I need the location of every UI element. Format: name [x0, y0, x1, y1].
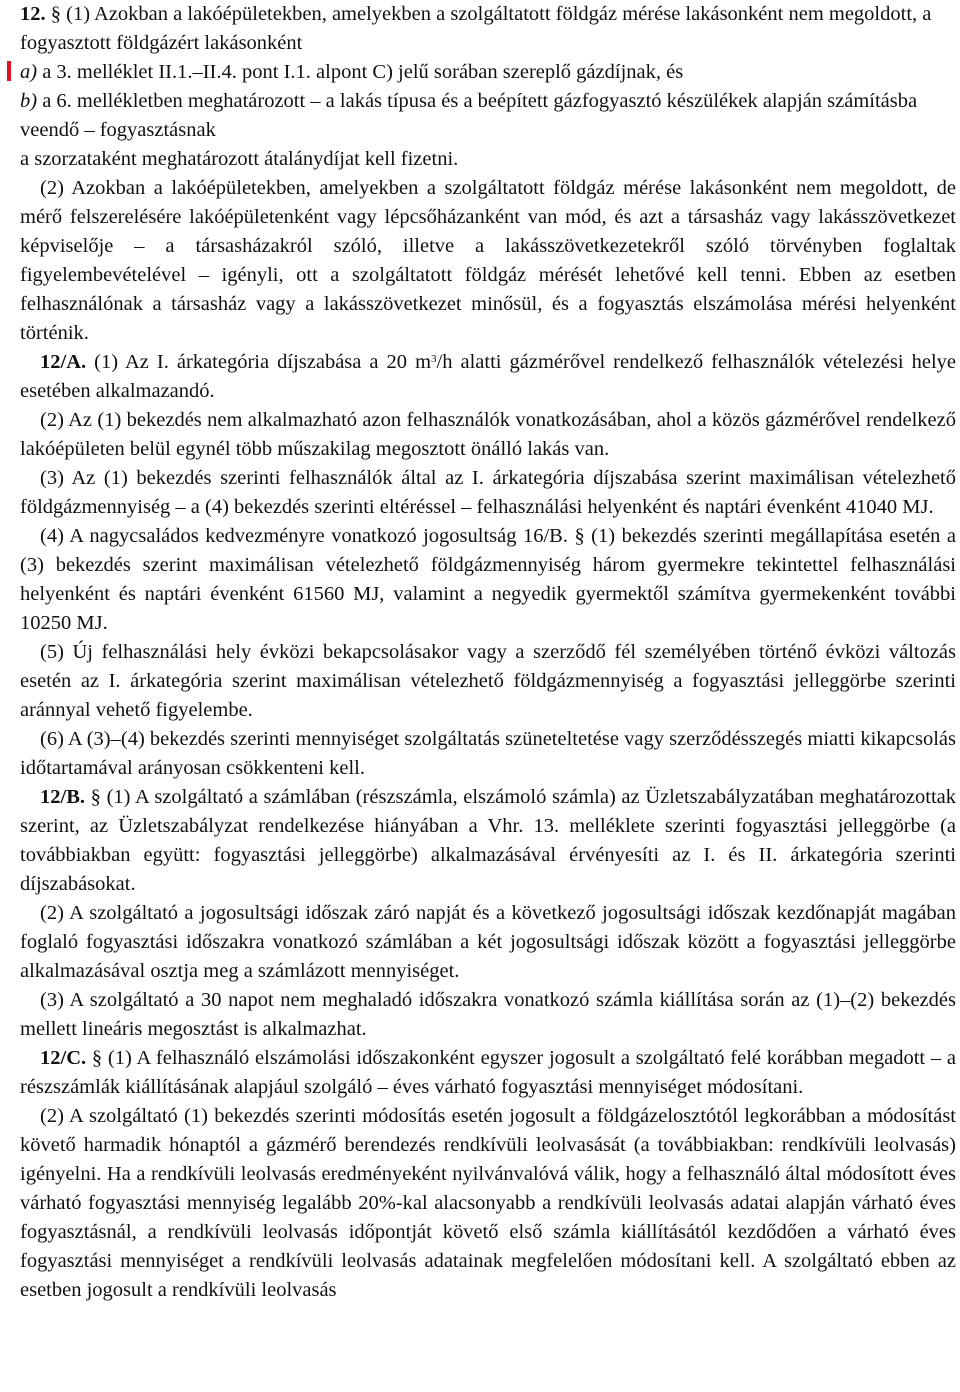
section-number: 12/A. — [40, 351, 87, 373]
section-12a-paragraph-1: 12/A. (1) Az I. árkategória díjszabása a 20 $m^3/h$ alatti gázmérővel rendelkező felhasználók vételezési helye esetében alkalmazandó. — [20, 351, 957, 402]
section-12c-paragraph-2: (2) A szolgáltató (1) bekezdés szerinti módosítás esetén jogosult a földgázelosztótól legkorábban a módosítást követő harmadik hónaptól a gázmérő berendezés rendkívüli leolvasását (a továbbiakban: rendkívüli leolvasás) igényelni. Ha a rendkívüli leolvasás eredményeként nyilvánvalóvá válik, hogy a felhasználó által módosított éves várható fogyasztási mennyiség legalább 20%-kal alacsonyabb a rendkívüli leolvasás adatai alapján várható éves fogyasztásnál, a rendkívüli leolvasás időpontját követő első számla kiállításától kezdődően a várható éves fogyasztási mennyiséget a rendkívüli leolvasás adatainak megfelelően módosítani kell. A szolgáltató ebben az esetben jogosult a rendkívüli leolvasás — [20, 1105, 956, 1301]
section-12a-paragraph-5: (5) Új felhasználási hely évközi bekapcsolásakor vagy a szerződő fél személyében történő évközi változás esetén az I. árkategória szerint maximálisan vételezhető földgázmennyiség a fogyasztási jelleggörbe szerinti aránnyal vehető figyelembe. — [20, 641, 956, 721]
section-12a-paragraph-4: (4) A nagycsaládos kedvezményre vonatkozó jogosultság 16/B. § (1) bekezdés szerinti megállapítása esetén a (3) bekezdés szerint maximálisan vételezhető földgázmennyiség három gyermekre tekintettel felhasználási helyenként és naptári évenként 61560 MJ, valamint a negyedik gyermektől számítva gyermekenként további 10250 MJ. — [20, 525, 956, 634]
section-12-point-b: b) a 6. mellékletben meghatározott – a lakás típusa és a beépített gázfogyasztó készülékek alapján számításba veendő – fogyasztásnak — [20, 90, 918, 141]
section-12-point-tail: a szorzataként meghatározott átalánydíjat kell fizetni. — [20, 148, 459, 170]
section-12b-paragraph-1: 12/B. § (1) A szolgáltató a számlában (részszámla, elszámoló számla) az Üzletszabályzatában meghatározottak szerint, az Üzletszabályzat rendelkezése hiányában a Vhr. 13. melléklete szerinti fogyasztási jelleggörbe (a továbbiakban együtt: fogyasztási jelleggörbe) alkalmazásával érvényesíti az I. és II. árkategória szerinti díjszabásokat. — [20, 786, 956, 895]
document-page — [20, 0, 956, 1305]
section-number: 12/C. — [40, 1047, 87, 1069]
section-12a-paragraph-2: (2) Az (1) bekezdés nem alkalmazható azon felhasználók vonatkozásában, ahol a közös gázmérővel rendelkező lakóépületen belül egynél több műszakilag megosztott önálló lakás van. — [20, 409, 956, 460]
section-12b-paragraph-2: (2) A szolgáltató a jogosultsági időszak záró napját és a következő jogosultsági időszak kezdőnapját magában foglaló fogyasztási időszakra vonatkozó számlában a két jogosultsági időszak között a fogyasztási jelleggörbe alkalmazásával osztja meg a számlázott mennyiséget. — [20, 902, 956, 982]
section-12a-paragraph-3: (3) Az (1) bekezdés szerinti felhasználók által az I. árkategória díjszabása szerint maximálisan vételezhető földgázmennyiség – a (4) bekezdés szerinti eltéréssel – felhasználási helyenként és naptári évenként 41040 MJ. — [20, 467, 956, 518]
section-12c-paragraph-1: 12/C. § (1) A felhasználó elszámolási időszakonként egyszer jogosult a szolgáltató felé korábban megadott – a részszámlák kiállításának alapjául szolgáló – éves várható fogyasztási mennyiséget módosítani. — [20, 1047, 956, 1098]
section-12-paragraph-1: 12. § (1) Azokban a lakóépületekben, amelyekben a szolgáltatott földgáz mérése lakásonként nem megoldott, a fogyasztott földgázért lakásonként — [20, 3, 932, 54]
section-number: 12/B. — [40, 786, 85, 808]
section-12b-paragraph-3: (3) A szolgáltató a 30 napot nem meghaladó időszakra vonatkozó számla kiállítása során az (1)–(2) bekezdés mellett lineáris megosztást is alkalmazhat. — [20, 989, 956, 1040]
section-12a-paragraph-6: (6) A (3)–(4) bekezdés szerinti mennyiséget szolgáltatás szüneteltetése vagy szerződésszegés miatti kikapcsolás időtartamával arányosan csökkenteni kell. — [20, 728, 956, 779]
section-12-paragraph-2: (2) Azokban a lakóépületekben, amelyekben a szolgáltatott földgáz mérése lakásonként nem megoldott, de mérő felszerelésére lakóépületenként vagy lépcsőházanként van mód, és azt a társasház vagy lakásszövetkezet képviselője – a társasházakról szóló, illetve a lakásszövetkezetekről szóló törvényben foglaltak figyelembevételével – igényli, ott a szolgáltatott földgáz mérését lehetővé kell tenni. Ebben az esetben felhasználónak a társasház vagy a lakásszövetkezet minősül, és a fogyasztás elszámolása mérési helyenként történik. — [20, 177, 956, 344]
change-marker — [7, 61, 11, 81]
section-number: 12. — [20, 3, 46, 25]
section-12-point-a: a) a 3. melléklet II.1.–II.4. pont I.1. alpont C) jelű sorában szereplő gázdíjnak, és — [20, 61, 684, 83]
